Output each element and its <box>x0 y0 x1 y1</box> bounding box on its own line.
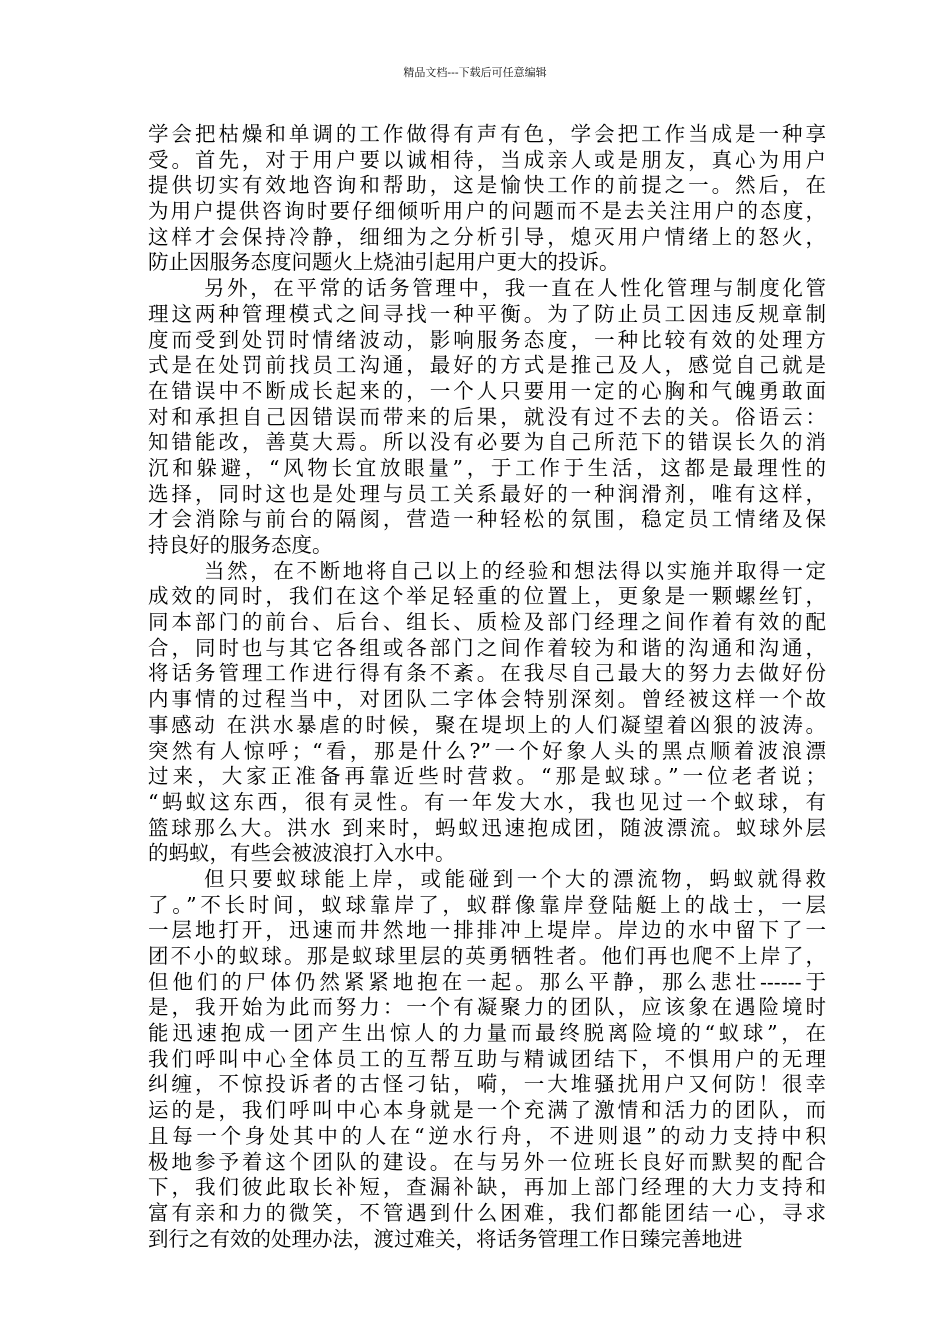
paragraph <box>148 276 826 559</box>
text-line: 同本部门的前台、后台、组长、质检及部门经理之间作着有效的配 <box>148 610 826 635</box>
text-line: 纠缠，不惊投诉者的古怪刁钻，嗬，一大堆骚扰用户又何防！很幸 <box>148 1072 826 1097</box>
text-line: 沉和躲避，“风物长宜放眼量”，于工作于生活，这都是最理性的 <box>148 455 826 480</box>
text-line: 极地参予着这个团队的建设。在与另外一位班长良好而默契的配合 <box>148 1149 826 1174</box>
text-line: 学会把枯燥和单调的工作做得有声有色，学会把工作当成是一种享 <box>148 122 826 146</box>
text-line: 但只要蚁球能上岸，或能碰到一个大的漂流物，蚂蚁就得救 <box>204 866 826 891</box>
text-line: 但他们的尸体仍然紧紧地抱在一起。那么平静，那么悲壮------于 <box>148 969 826 994</box>
text-line: 能迅速抱成一团产生出惊人的力量而最终脱离险境的“蚁球”，在 <box>148 1021 826 1046</box>
text-line: 当然，在不断地将自己以上的经验和想法得以实施并取得一定 <box>204 558 826 583</box>
text-line: 才会消除与前台的隔阂，营造一种轻松的氛围，稳定员工情绪及保 <box>148 507 826 532</box>
text-line: 内事情的过程当中，对团队二字体会特别深刻。曾经被这样一个故 <box>148 687 826 712</box>
text-line: 这样才会保持冷静，细细为之分析引导，熄灭用户情绪上的怒火， <box>148 224 826 249</box>
text-line: 富有亲和力的微笑，不管遇到什么困难，我们都能团结一心，寻求 <box>148 1200 826 1225</box>
paragraph <box>148 559 826 867</box>
text-line: 到行之有效的处理办法，渡过难关，将话务管理工作日臻完善地进 <box>148 1226 743 1251</box>
document-body <box>148 122 826 1252</box>
text-line: 防止因服务态度问题火上烧油引起用户更大的投诉。 <box>148 250 620 275</box>
text-line: 是，我开始为此而努力：一个有凝聚力的团队，应该象在遇险境时 <box>148 995 826 1020</box>
paragraph <box>148 122 826 276</box>
text-line: 成效的同时，我们在这个举足轻重的位置上，更象是一颗螺丝钉， <box>148 584 826 609</box>
text-line: 事感动 在洪水暴虐的时候，聚在堤坝上的人们凝望着凶狠的波涛。 <box>148 712 826 737</box>
text-line: 突然有人惊呼；“看，那是什么?”一个好象人头的黑点顺着波浪漂 <box>148 738 826 763</box>
text-line: 为用户提供咨询时要仔细倾听用户的问题而不是去关注用户的态度， <box>148 199 826 224</box>
text-line: 了。”不长时间，蚁球靠岸了，蚁群像靠岸登陆艇上的战士，一层 <box>148 892 826 917</box>
text-line: 理这两种管理模式之间寻找一种平衡。为了防止员工因违反规章制 <box>148 301 826 326</box>
text-line: 知错能改，善莫大焉。所以没有必要为自己所范下的错误长久的消 <box>148 430 826 455</box>
text-line: 篮球那么大。洪水 到来时，蚂蚁迅速抱成团，随波漂流。蚁球外层 <box>148 815 826 840</box>
text-line: 一层地打开，迅速而井然地一排排冲上堤岸。岸边的水中留下了一 <box>148 918 826 943</box>
text-line: 我们呼叫中心全体员工的互帮互助与精诚团结下，不惧用户的无理 <box>148 1046 826 1071</box>
text-line: 运的是，我们呼叫中心本身就是一个充满了激情和活力的团队，而 <box>148 1098 826 1123</box>
text-line: 团不小的蚁球。那是蚁球里层的英勇牺牲者。他们再也爬不上岸了， <box>148 944 826 968</box>
text-line: “蚂蚁这东西，很有灵性。有一年发大水，我也见过一个蚁球，有 <box>148 789 826 814</box>
text-line: 对和承担自己因错误而带来的后果，就没有过不去的关。俗语云： <box>148 404 826 429</box>
text-line: 另外，在平常的话务管理中，我一直在人性化管理与制度化管 <box>204 276 826 301</box>
text-line: 持良好的服务态度。 <box>148 533 333 557</box>
text-line: 度而受到处罚时情绪波动，影响服务态度，一种比较有效的处理方 <box>148 327 826 352</box>
page-header: 精品文档---下载后可任意编辑 <box>403 66 547 79</box>
text-line: 在错误中不断成长起来的，一个人只要用一定的心胸和气魄勇敢面 <box>148 378 826 403</box>
text-line: 的蚂蚁，有些会被波浪打入水中。 <box>148 841 456 866</box>
text-line: 受。首先，对于用户要以诚相待，当成亲人或是朋友，真心为用户 <box>148 147 826 172</box>
text-line: 过来，大家正准备再靠近些时营救。“那是蚁球。”一位老者说； <box>148 764 826 789</box>
text-line: 选择，同时这也是处理与员工关系最好的一种润滑剂，唯有这样， <box>148 481 826 506</box>
text-line: 将话务管理工作进行得有条不紊。在我尽自己最大的努力去做好份 <box>148 661 826 686</box>
text-line: 下，我们彼此取长补短，查漏补缺，再加上部门经理的大力支持和 <box>148 1175 826 1200</box>
text-line: 式是在处罚前找员工沟通，最好的方式是推己及人，感觉自己就是 <box>148 353 826 378</box>
paragraph <box>148 867 826 1252</box>
text-line: 合，同时也与其它各组或各部门之间作着较为和谐的沟通和沟通， <box>148 635 826 660</box>
text-line: 提供切实有效地咨询和帮助，这是愉快工作的前提之一。然后，在 <box>148 173 826 198</box>
text-line: 且每一个身处其中的人在“逆水行舟，不进则退”的动力支持中积 <box>148 1123 826 1148</box>
